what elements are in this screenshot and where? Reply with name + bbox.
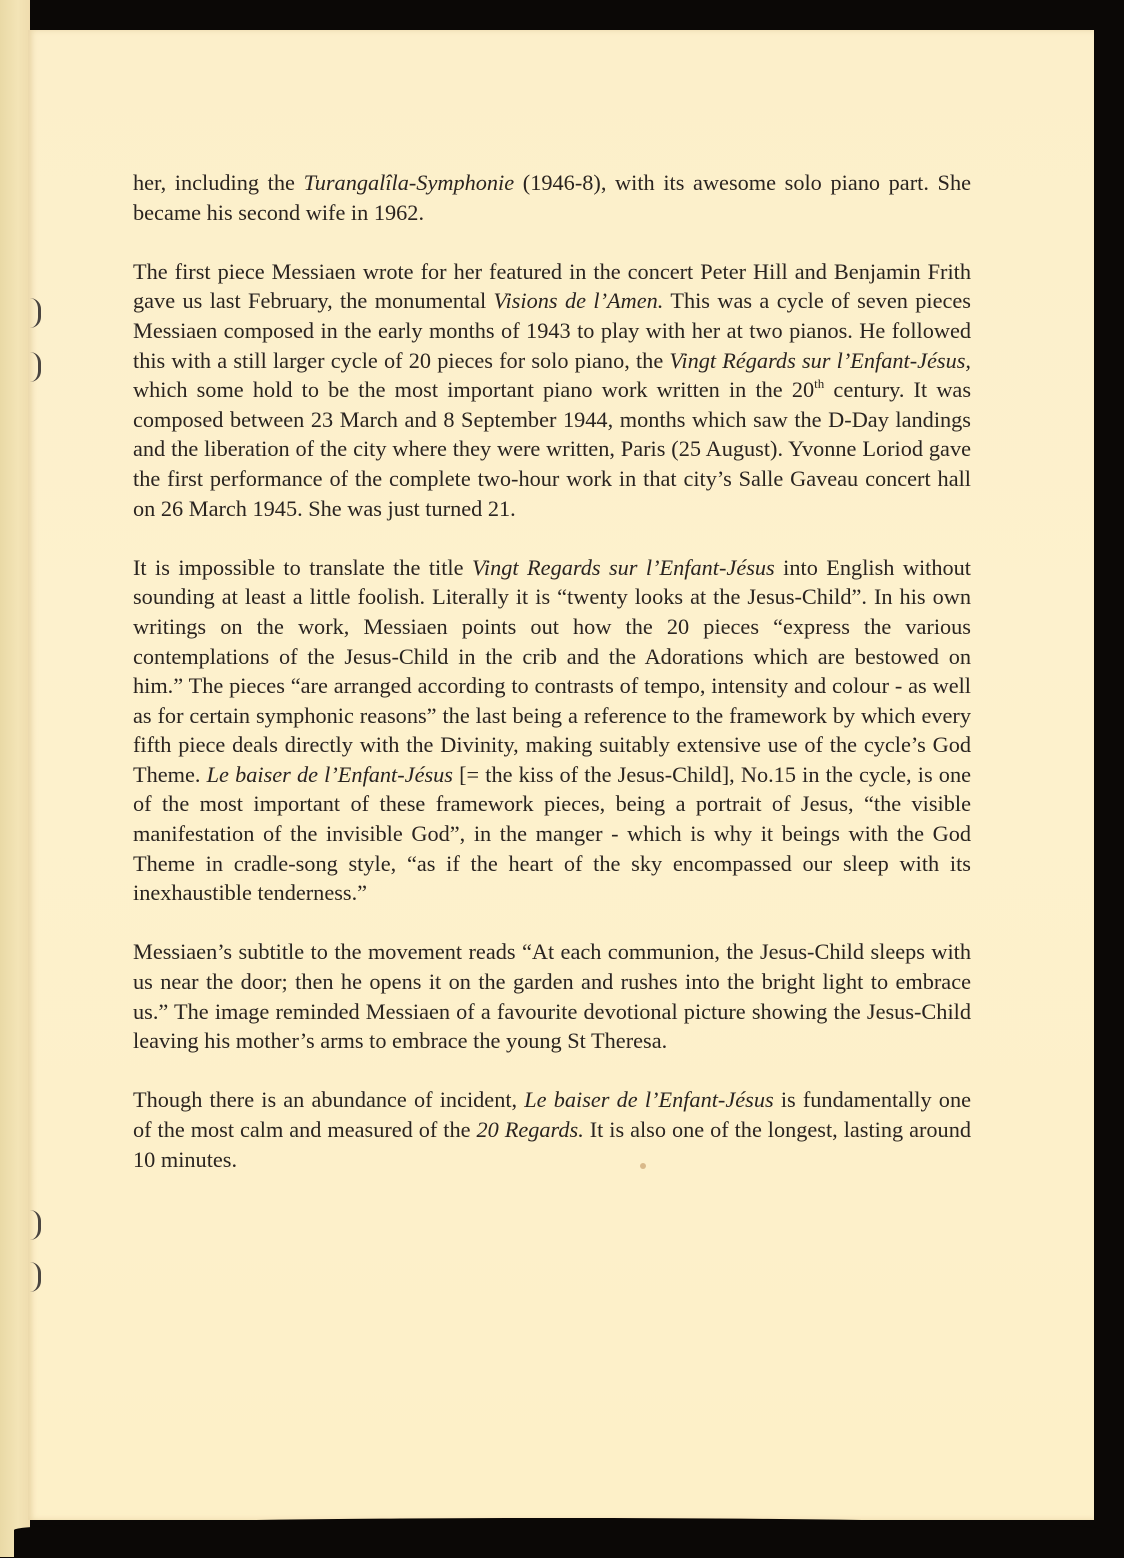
text-run: It is also one of the longest, lasting around 10 minutes. [133,1117,972,1172]
document-body [133,168,971,1204]
text-run: (1946-8), with its awesome solo piano part. She became his second wife in 1962. [133,170,971,225]
page-shadow [14,1518,1104,1558]
binding-edge [0,0,30,1557]
text-run: her, including the [133,170,304,195]
italic-title: Turangalîla-Symphonie [303,170,515,195]
text-run: This was a cycle of seven pieces Messiaen composed in the early months of 1943 to play with her at two pianos. He followed this with a still larger cycle of 20 pieces for solo piano, the [133,288,971,373]
italic-title: 20 Regards. [476,1117,584,1142]
italic-title: Vingt Regards sur l’Enfant-Jésus [471,554,775,580]
paragraph [133,937,971,1055]
paragraph [133,168,971,227]
text-run: [= the kiss of the Jesus-Child], No.15 in the cycle, is one of the most important of these framework pieces, being a portrait of Jesus, “the visible manifestation of the invisible God”, in the manger - which is why it beings with the God Theme in cradle-song style, “as if the heart of the sky encompassed our sleep with its inexhaustible tenderness.” [133,761,971,906]
paragraph [133,1085,971,1174]
italic-title: Visions de l’Amen. [493,288,664,314]
italic-title: Le baiser de l’Enfant-Jésus [206,761,453,787]
superscript: th [814,376,825,392]
text-run: Though there is an abundance of incident, [133,1087,525,1113]
text-run: is fundamentally one of the most calm and measured of the [133,1087,971,1142]
italic-title: Vingt Régards sur l’Enfant-Jésus, [669,347,972,373]
text-run: Messiaen’s subtitle to the movement reads “At each communion, the Jesus-Child sleeps with us near the door; then he opens it on the garden and rushes into the bright light to embrace us.” The image reminded Messiaen of a favourite devotional picture showing the Jesus-Child leaving his mother’s arms to embrace the young St Theresa. [133,939,971,1054]
text-run: It is impossible to translate the title [133,554,472,580]
text-run: which some hold to be the most important piano work written in the 20 [133,377,815,403]
paragraph [133,257,971,523]
text-run: century. It was composed between 23 March and 8 September 1944, months which saw the D-Day landings and the liberation of the city where they were written, Paris (25 August). Yvonne Loriod gave the first performance of the complete two-hour work in that city’s Salle Gaveau concert hall on 26 March 1945. She was just turned 21. [133,377,971,521]
paragraph [133,553,971,908]
text-run: into English without sounding at least a little foolish. Literally it is “twenty looks at the Jesus-Child”. In his own writings on the work, Messiaen points out how the 20 pieces “express the various contemplations of the Jesus-Child in the crib and the Adorations which are bestowed on him.” The pieces “are arranged according to contrasts of tempo, intensity and colour - as well as for certain symphonic reasons” the last being a reference to the framework by which every fifth piece deals directly with the Divinity, making suitably extensive use of the cycle’s God Theme. [133,554,971,787]
text-run: The first piece Messiaen wrote for her featured in the concert Peter Hill and Benjamin Frith gave us last February, the monumental [133,258,971,314]
italic-title: Le baiser de l’Enfant-Jésus [524,1087,774,1113]
